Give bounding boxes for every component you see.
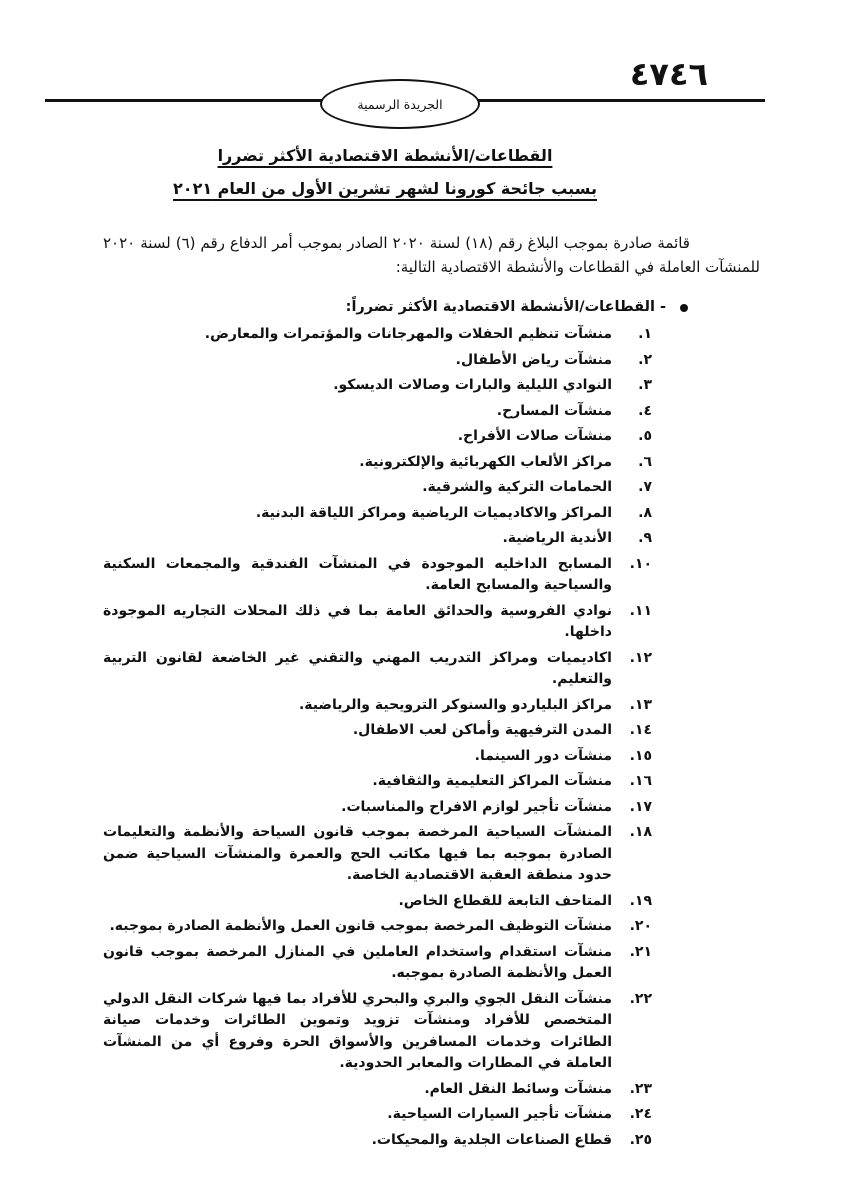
item-number: ٨. (638, 504, 652, 521)
item-text: منشآت وسائط النقل العام. (424, 1080, 612, 1097)
intro-paragraph: قائمة صادرة بموجب البلاغ رقم (١٨) لسنة ٢٠٢٠ الصادر بموجب أمر الدفاع رقم (٦) لسنة ٢٠٢٠ للمنشآت العاملة في القطاعات والأنشطة الاقتصادية التالية: (103, 234, 760, 276)
item-number: ٣. (638, 377, 652, 393)
item-text: منشآت تأجير السيارات السياحية. (387, 1106, 612, 1122)
list-item (103, 1104, 652, 1126)
item-text: المتاحف التابعة للقطاع الخاص. (398, 892, 612, 909)
item-number: ١٩. (629, 892, 652, 909)
list-item (103, 401, 652, 423)
item-number: ٤. (638, 402, 652, 419)
item-text: مراكز الألعاب الكهربائية والإلكترونية. (359, 453, 612, 470)
list-item (103, 503, 652, 525)
gazette-name-oval (320, 79, 480, 129)
list-item (103, 1079, 652, 1101)
item-number: ٢٥. (629, 1131, 652, 1148)
item-number: ١٦. (629, 773, 652, 789)
list-item (103, 452, 652, 474)
list-item (103, 528, 652, 550)
item-text: الأندية الرياضية. (502, 530, 612, 546)
doc-title-line2-text: بسبب جائحة كورونا لشهر تشرين الأول من العام ٢٠٢١ (173, 179, 597, 198)
item-text: منشآت صالات الأفراح. (457, 428, 612, 444)
list-item (103, 375, 652, 397)
list-item (103, 891, 652, 913)
item-text: منشآت دور السينما. (474, 747, 612, 764)
item-number: ١٢. (629, 649, 652, 666)
item-text: قطاع الصناعات الجلدية والمحيكات. (371, 1131, 612, 1148)
list-item (103, 771, 652, 793)
list-item (103, 350, 652, 372)
item-text: منشآت استقدام واستخدام العاملين في المنازل المرخصة بموجب قانون العمل والأنظمة الصادرة بموجبه. (103, 943, 612, 981)
item-text: منشآت رياض الأطفال. (455, 351, 612, 368)
item-number: ٩. (638, 530, 652, 546)
item-text: منشآت التوظيف المرخصة بموجب قانون العمل والأنظمة الصادرة بموجبه. (109, 918, 612, 934)
item-text: مراكز البلياردو والسنوكر الترويحية والرياضية. (298, 696, 612, 713)
item-text: المراكز والاكاديميات الرياضية ومراكز اللياقة البدنية. (255, 504, 612, 521)
list-item (103, 916, 652, 938)
list-item (103, 822, 652, 887)
item-text: المنشآت السياحية المرخصة بموجب قانون السياحة والأنظمة والتعليمات الصادرة بموجبه بما فيها مكاتب الحج والعمرة والمنشآت السياحية ضمن حدود منطقة العقبة الاقتصادية الخاصة. (103, 824, 612, 883)
list-item (103, 426, 652, 448)
item-text: منشآت النقل الجوي والبري والبحري للأفراد بما فيها شركات النقل الدولي المتخصص للأفراد ومنشآت تزويد وتموين الطائرات وخدمات صيانة الطائرات وخدمات المسافرين والأسواق الحرة وفروع أي من المنشآت العاملة في المطارات والمعابر الحدودية. (103, 990, 612, 1071)
item-number: ١٨. (629, 824, 652, 840)
bullet-icon (680, 304, 688, 312)
item-number: ٦. (638, 453, 652, 470)
item-number: ١٥. (629, 747, 652, 764)
item-number: ٢١. (629, 943, 652, 960)
item-number: ٢٣. (629, 1080, 652, 1097)
page-number: ٤٧٤٦ (629, 55, 708, 93)
item-text: اكاديميات ومراكز التدريب المهني والتقني غير الخاضعة لقانون التربية والتعليم. (103, 649, 612, 687)
item-text: النوادي الليلية والبارات وصالات الديسكو. (333, 377, 612, 393)
doc-title-line1 (45, 145, 725, 167)
list-item (103, 554, 652, 597)
list-item (103, 797, 652, 819)
item-number: ١. (638, 326, 652, 342)
list-item (103, 720, 652, 742)
list-item (103, 695, 652, 717)
list-item (103, 601, 652, 644)
doc-title-line1-text: القطاعات/الأنشطة الاقتصادية الأكثر تضررا (217, 146, 553, 165)
list-item (103, 989, 652, 1075)
item-number: ٢٢. (629, 990, 652, 1007)
list-item (103, 746, 652, 768)
item-text: المسابح الداخليه الموجودة في المنشآت الفندقية والمجمعات السكنية والسياحية والمسابح العامة. (103, 555, 612, 593)
item-number: ١٠. (629, 555, 652, 572)
doc-title-line2 (45, 178, 725, 200)
item-number: ١٤. (629, 722, 652, 738)
item-text: الحمامات التركية والشرقية. (422, 479, 612, 495)
item-number: ١٧. (629, 798, 652, 815)
item-number: ٢. (638, 351, 652, 368)
item-number: ٢٠. (629, 918, 652, 934)
item-text: منشآت المراكز التعليمية والثقافية. (372, 773, 612, 789)
item-text: نوادي الفروسية والحدائق العامة بما في ذلك المحلات التجاريه الموجودة داخلها. (103, 602, 612, 640)
list-item (103, 648, 652, 691)
item-text: المدن الترفيهية وأماكن لعب الاطفال. (352, 722, 612, 738)
gazette-name: الجريدة الرسمية (357, 96, 443, 112)
item-number: ١٣. (629, 696, 652, 713)
sectors-list (103, 324, 652, 1155)
item-number: ١١. (629, 602, 652, 619)
item-text: منشآت تأجير لوازم الافراح والمناسبات. (341, 798, 612, 815)
list-item (103, 477, 652, 499)
list-item (103, 1130, 652, 1152)
item-number: ٧. (638, 479, 652, 495)
list-item (103, 324, 652, 346)
list-item (103, 942, 652, 985)
item-text: منشآت المسارح. (496, 402, 612, 419)
item-text: منشآت تنظيم الحفلات والمهرجانات والمؤتمرات والمعارض. (204, 326, 612, 342)
item-number: ٥. (638, 428, 652, 444)
section-heading: - القطاعات/الأنشطة الاقتصادية الأكثر تضرراً: (345, 299, 666, 315)
item-number: ٢٤. (629, 1106, 652, 1122)
